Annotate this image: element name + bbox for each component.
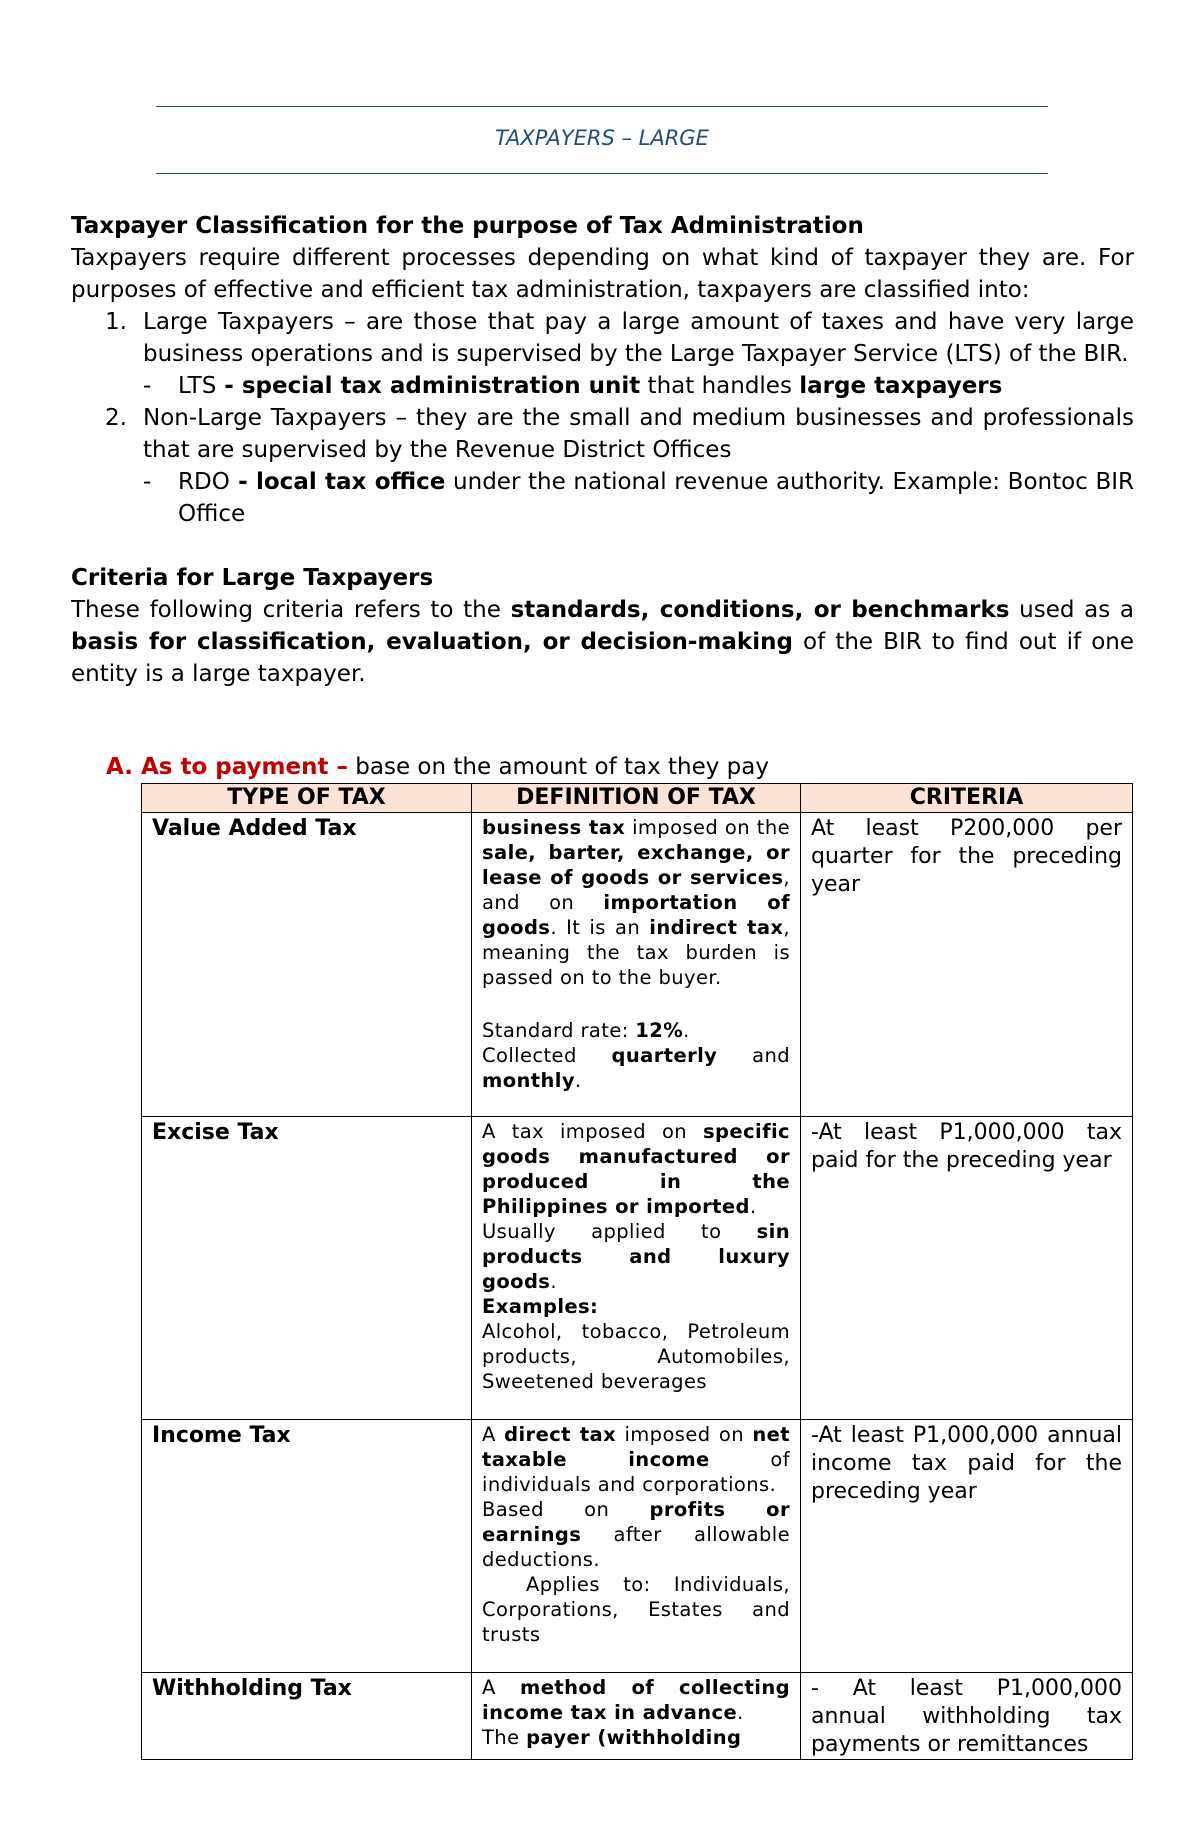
criteria-cell: -At least P1,000,000 tax paid for the preceding year [801, 1117, 1133, 1420]
tax-type-cell: Withholding Tax [142, 1673, 472, 1760]
dash-bullet: - [143, 469, 152, 495]
list-number: 1. [105, 309, 127, 335]
list-item [71, 306, 1134, 370]
sub-list-item [71, 466, 1134, 530]
sub-sep: - [229, 469, 256, 495]
list-item-text: Non-Large Taxpayers – they are the small and medium businesses and professionals that are supervised by the Revenue District Offices [143, 405, 1134, 463]
list-number: 2. [105, 405, 127, 431]
sub-text: that handles [640, 373, 800, 399]
sub-list-item [71, 370, 1134, 402]
criteria-cell: - At least P1,000,000 annual withholding tax payments or remittances [801, 1673, 1133, 1760]
list-item-text: Large Taxpayers – are those that pay a large amount of taxes and have very large business operations and is supervised by the Large Taxpayer Service (LTS) of the BIR. [143, 309, 1134, 367]
definition-cell: business tax imposed on the sale, barter, exchange, or lease of goods or services, and on importation of goods. It is an indirect tax, meaning the tax burden is passed on to the buyer. Standard rate: 12%. Collected quarterly and monthly. [472, 813, 801, 1117]
definition-cell: A method of collecting income tax in advance. The payer (withholding [472, 1673, 801, 1760]
sub-text: under the national revenue authority. Example: Bontoc BIR Office [178, 469, 1134, 527]
classification-heading: Taxpayer Classification for the purpose of Tax Administration [71, 213, 864, 239]
section-a-text: base on the amount of tax they pay [347, 754, 769, 780]
classification-intro: Taxpayers require different processes depending on what kind of taxpayer they are. For purposes of effective and efficient tax administration, taxpayers are classified into: [71, 245, 1134, 303]
section-a-label: A. As to payment – [106, 754, 348, 780]
tax-type-cell: Income Tax [142, 1420, 472, 1673]
document-body [71, 210, 1134, 690]
table-header-row [142, 784, 1133, 813]
criteria-paragraph: These following criteria refers to the standards, conditions, or benchmarks used as a basis for classification, evaluation, or decision-making of the BIR to find out if one entity is a large taxpayer. [71, 597, 1134, 687]
sub-abbr: RDO [178, 469, 230, 495]
definition-cell: A direct tax imposed on net taxable income of individuals and corporations. Based on profits or earnings after allowable deductions. Applies to: Individuals, Corporations, Estates and trusts [472, 1420, 801, 1673]
sub-abbr: LTS [178, 373, 217, 399]
criteria-cell: -At least P1,000,000 annual income tax paid for the preceding year [801, 1420, 1133, 1673]
criteria-heading: Criteria for Large Taxpayers [71, 565, 434, 591]
table-row [142, 1117, 1133, 1420]
column-header: CRITERIA [801, 784, 1133, 813]
criteria-cell: At least P200,000 per quarter for the preceding year [801, 813, 1133, 1117]
header-rule-bottom [156, 173, 1048, 174]
definition-cell: A tax imposed on specific goods manufactured or produced in the Philippines or imported. Usually applied to sin products and luxury goods. Examples: Alcohol, tobacco, Petroleum products, Automobiles, Sweetened beverages [472, 1117, 801, 1420]
column-header: TYPE OF TAX [142, 784, 472, 813]
tax-criteria-table [141, 783, 1133, 1760]
sub-sep: - [216, 373, 242, 399]
table-row [142, 813, 1133, 1117]
dash-bullet: - [143, 373, 152, 399]
table-row [142, 1673, 1133, 1760]
sub-bold-term: special tax administration unit [241, 373, 641, 399]
table-row [142, 1420, 1133, 1673]
column-header: DEFINITION OF TAX [472, 784, 801, 813]
tax-type-cell: Value Added Tax [142, 813, 472, 1117]
classification-list [71, 306, 1134, 530]
tax-type-cell: Excise Tax [142, 1117, 472, 1420]
section-a-heading [106, 751, 769, 783]
page-title: TAXPAYERS – LARGE [495, 126, 709, 150]
header-rule-top [156, 106, 1048, 107]
list-item [71, 402, 1134, 466]
sub-bold-term: local tax office [256, 469, 446, 495]
sub-bold-term-2: large taxpayers [799, 373, 1003, 399]
